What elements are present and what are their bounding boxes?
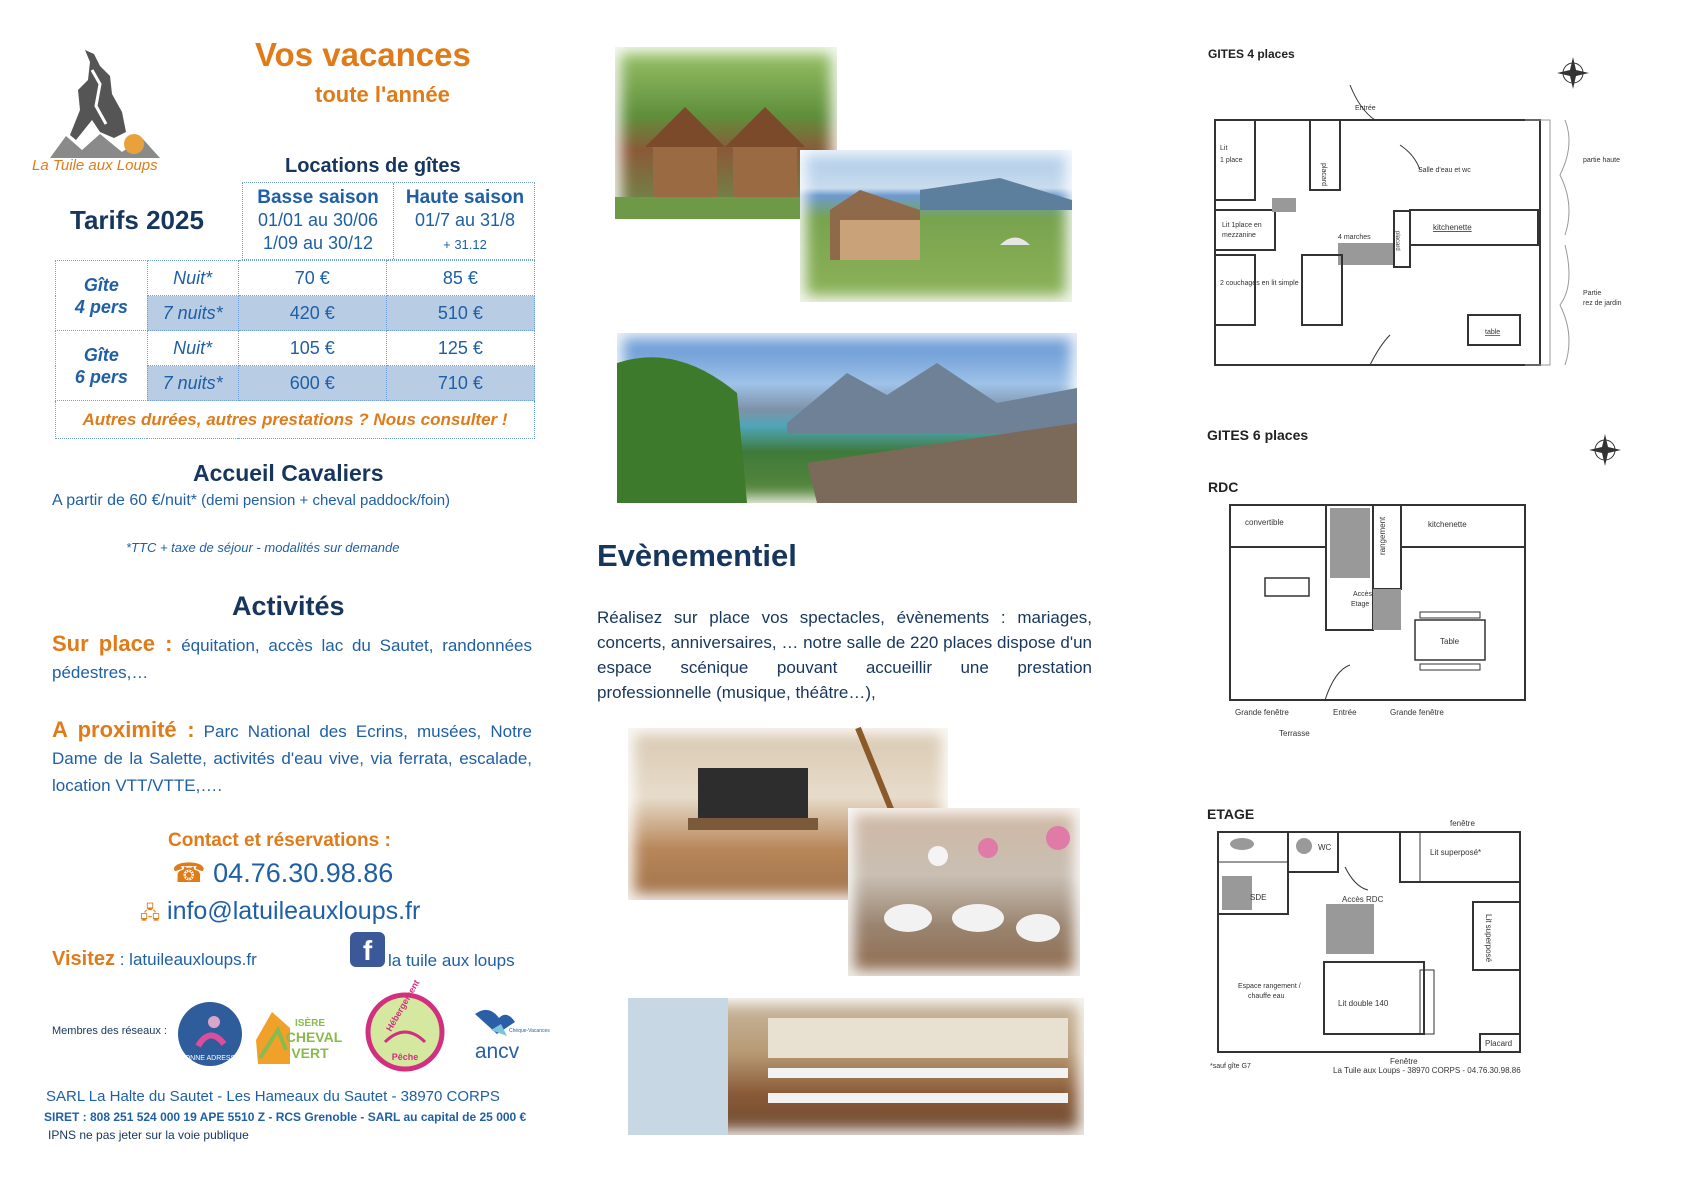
page-subtitle: toute l'année xyxy=(315,82,450,107)
svg-text:ISÈRE: ISÈRE xyxy=(294,1018,326,1029)
hebergement-peche-logo xyxy=(365,978,445,1072)
svg-text:fenêtre: fenêtre xyxy=(1450,819,1475,828)
gite-4-label: Gîte 4 pers xyxy=(56,261,148,331)
sur-place-text: équitation, accès lac du Sautet, randonnées pédestres,… xyxy=(52,636,532,682)
footer-ipns: IPNS ne pas jeter sur la voie publique xyxy=(48,1128,249,1142)
price-cell: 105 € xyxy=(238,331,386,366)
svg-text:Lit: Lit xyxy=(1220,145,1228,152)
svg-text:placard: placard xyxy=(1394,231,1400,251)
svg-text:rangement: rangement xyxy=(1378,516,1387,555)
evenementiel-title: Evènementiel xyxy=(597,538,797,573)
svg-text:2 couchages en lit simple: 2 couchages en lit simple xyxy=(1220,280,1299,287)
svg-text:chauffe eau: chauffe eau xyxy=(1248,993,1285,1000)
svg-text:Entrée: Entrée xyxy=(1333,708,1357,717)
svg-text:Placard: Placard xyxy=(1485,1039,1513,1048)
row-label: 7 nuits* xyxy=(147,366,238,401)
website-link[interactable]: latuileauxloups.fr xyxy=(129,950,257,969)
bonne-adresse-logo xyxy=(172,1000,250,1068)
svg-text:WC: WC xyxy=(1318,843,1332,852)
season-basse-label: Basse saison xyxy=(257,187,379,208)
svg-text:convertible: convertible xyxy=(1245,518,1284,527)
visit-sep: : xyxy=(115,950,130,969)
isere-cheval-vert-logo xyxy=(250,1000,346,1068)
sur-place-lead: Sur place : xyxy=(52,631,173,656)
plan-etage xyxy=(1210,812,1540,1077)
photo-chalets-2 xyxy=(800,150,1072,302)
price-cell: 125 € xyxy=(386,331,534,366)
price-cell: 510 € xyxy=(386,296,534,331)
season-basse-dates1: 01/01 au 30/06 xyxy=(257,210,379,230)
svg-text:Etage: Etage xyxy=(1351,601,1370,608)
contact-title: Contact et réservations : xyxy=(168,830,391,851)
cavaliers-title: Accueil Cavaliers xyxy=(193,460,384,486)
reseaux-label: Membres des réseaux : xyxy=(52,1025,167,1037)
ttc-note: *TTC + taxe de séjour - modalités sur demande xyxy=(126,540,400,555)
phone-line[interactable] xyxy=(172,858,393,889)
price-cell: 70 € xyxy=(238,261,386,296)
svg-text:Grande fenêtre: Grande fenêtre xyxy=(1235,708,1289,717)
svg-text:kitchenette: kitchenette xyxy=(1428,520,1467,529)
season-basse-dates2: 1/09 au 30/12 xyxy=(262,233,374,253)
ancv-logo xyxy=(455,1000,550,1068)
evenementiel-text: Réalisez sur place vos spectacles, évènements : mariages, concerts, anniversaires, … notre salle de 220 places dispose d'un espace scénique pouvant accueillir une prestation professionnelle (musique, théâtre…), xyxy=(597,608,1092,702)
svg-text:Hébergement: Hébergement xyxy=(384,978,422,1033)
season-haute-dates1: 01/7 au 31/8 xyxy=(414,210,516,230)
svg-text:Lit double 140: Lit double 140 xyxy=(1338,999,1389,1008)
svg-text:ancv: ancv xyxy=(474,1040,520,1063)
season-haute-label: Haute saison xyxy=(405,187,525,208)
svg-text:SDE: SDE xyxy=(1250,893,1267,902)
price-cell: 420 € xyxy=(238,296,386,331)
season-header xyxy=(242,182,535,260)
svg-text:Terrasse: Terrasse xyxy=(1279,729,1310,738)
svg-text:Lit 1place en: Lit 1place en xyxy=(1222,222,1262,229)
price-cell: 600 € xyxy=(238,366,386,401)
proximite-lead: A proximité : xyxy=(52,717,195,742)
svg-text:Lit superposé: Lit superposé xyxy=(1484,914,1493,963)
svg-text:CHEVAL: CHEVAL xyxy=(285,1029,343,1045)
svg-text:VERT: VERT xyxy=(291,1045,329,1061)
gite-6-label: Gîte 6 pers xyxy=(56,331,148,401)
price-cell: 710 € xyxy=(386,366,534,401)
svg-text:Table: Table xyxy=(1440,637,1460,646)
svg-text:Entrée: Entrée xyxy=(1355,105,1376,112)
svg-text:4 marches: 4 marches xyxy=(1338,234,1371,241)
tarifs-title: Tarifs 2025 xyxy=(70,205,204,235)
locations-title: Locations de gîtes xyxy=(285,155,461,177)
svg-text:placard: placard xyxy=(1320,163,1327,186)
tarifs-note: Autres durées, autres prestations ? Nous consulter ! xyxy=(56,401,535,439)
svg-text:Pêche: Pêche xyxy=(391,1052,419,1062)
svg-text:mezzanine: mezzanine xyxy=(1222,232,1256,239)
svg-text:table: table xyxy=(1485,329,1501,336)
svg-text:Accès: Accès xyxy=(1353,591,1373,598)
row-label: Nuit* xyxy=(147,331,238,366)
table-row xyxy=(56,261,535,296)
price-table xyxy=(55,260,535,439)
plan-gite6-title: GITES 6 places xyxy=(1207,427,1309,443)
svg-text:Salle d'eau et wc: Salle d'eau et wc xyxy=(1418,167,1471,174)
svg-text:Espace rangement /: Espace rangement / xyxy=(1238,983,1301,990)
brand-logo xyxy=(30,40,180,180)
phone-number[interactable]: 04.76.30.98.86 xyxy=(213,858,394,888)
cavaliers-price: A partir de 60 €/nuit* xyxy=(52,492,197,509)
svg-text:*sauf gîte G7: *sauf gîte G7 xyxy=(1210,1063,1251,1070)
svg-text:La Tuile aux Loups: La Tuile aux Loups xyxy=(32,157,158,174)
facebook-icon[interactable]: f xyxy=(350,932,385,967)
plan-gite4-title: GITES 4 places xyxy=(1208,47,1295,61)
proximite-text: Parc National des Ecrins, musées, Notre Dame de la Salette, activités d'eau vive, via ferrata, escalade, location VTT/VTTE,…. xyxy=(52,722,532,795)
phone-icon: ☎ xyxy=(172,858,206,888)
plan-gite4 xyxy=(1210,85,1640,375)
row-label: Nuit* xyxy=(147,261,238,296)
visit-label: Visitez xyxy=(52,948,115,970)
svg-text:Chèque-Vacances: Chèque-Vacances xyxy=(509,1028,550,1034)
photo-lac-panorama xyxy=(617,333,1077,503)
row-label: 7 nuits* xyxy=(147,296,238,331)
cavaliers-detail: (demi pension + cheval paddock/foin) xyxy=(196,492,451,509)
price-cell: 85 € xyxy=(386,261,534,296)
svg-text:Fenêtre: Fenêtre xyxy=(1390,1057,1418,1066)
svg-text:Accès RDC: Accès RDC xyxy=(1342,895,1384,904)
howling-wolf-icon xyxy=(30,40,180,180)
visit-line xyxy=(52,948,257,971)
season-basse xyxy=(243,183,394,259)
svg-text:Lit superposé*: Lit superposé* xyxy=(1430,848,1482,857)
footer-sarl: SARL La Halte du Sautet - Les Hameaux du Sautet - 38970 CORPS xyxy=(46,1088,500,1105)
email-link[interactable]: info@latuileauxloups.fr xyxy=(167,897,421,925)
table-row xyxy=(56,331,535,366)
activites-proximite xyxy=(52,716,532,799)
svg-text:rez de jardin: rez de jardin xyxy=(1583,300,1622,307)
network-icon: 🖧 xyxy=(140,903,161,923)
table-row xyxy=(56,401,535,439)
photo-restaurant xyxy=(628,998,1084,1135)
svg-text:Partie: Partie xyxy=(1583,290,1602,297)
activites-title: Activités xyxy=(232,591,345,621)
photo-salle-2 xyxy=(848,808,1080,976)
svg-text:partie haute: partie haute xyxy=(1583,157,1620,164)
plan-etage-title: ETAGE xyxy=(1207,806,1255,822)
facebook-link[interactable]: la tuile aux loups xyxy=(388,951,515,970)
svg-text:Grande fenêtre: Grande fenêtre xyxy=(1390,708,1444,717)
plan-rdc-title: RDC xyxy=(1208,479,1239,495)
svg-text:BONNE ADRESSE: BONNE ADRESSE xyxy=(180,1055,240,1062)
svg-text:kitchenette: kitchenette xyxy=(1433,223,1472,232)
season-haute xyxy=(394,183,536,259)
email-line[interactable] xyxy=(140,897,420,931)
activites-sur-place xyxy=(52,630,532,686)
plan-rdc xyxy=(1215,500,1535,740)
compass-rose-icon xyxy=(1587,432,1623,468)
page-title: Vos vacances xyxy=(255,36,471,73)
plan-footer: La Tuile aux Loups - 38970 CORPS - 04.76.30.98.86 xyxy=(1333,1066,1521,1075)
cavaliers-text xyxy=(52,492,450,510)
footer-siret: SIRET : 808 251 524 000 19 APE 5510 Z - RCS Grenoble - SARL au capital de 25 000 € xyxy=(44,1110,527,1124)
svg-text:1 place: 1 place xyxy=(1220,157,1243,164)
season-haute-dates2: + 31.12 xyxy=(443,237,487,252)
